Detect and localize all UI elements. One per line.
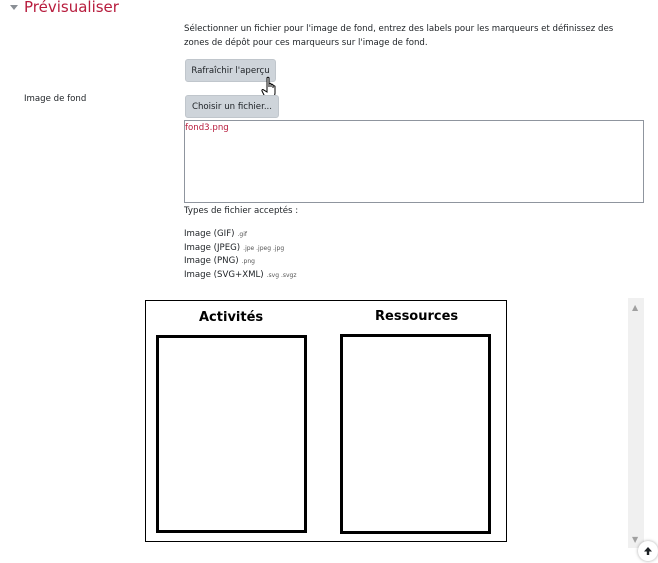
section-title: Prévisualiser bbox=[24, 0, 119, 16]
accepted-types-label: Types de fichier acceptés : bbox=[184, 206, 299, 216]
drop-zone-resources[interactable] bbox=[340, 334, 491, 534]
choose-file-button[interactable]: Choisir un fichier... bbox=[185, 95, 279, 118]
file-name-link[interactable]: fond3.png bbox=[185, 123, 229, 133]
type-extension: .jpe .jpeg .jpg bbox=[243, 244, 285, 252]
section-header[interactable] bbox=[10, 0, 119, 17]
list-item bbox=[184, 242, 296, 256]
type-name: Image (GIF) bbox=[184, 229, 235, 239]
type-name: Image (SVG+XML) bbox=[184, 269, 264, 280]
zone-title-resources: Ressources bbox=[375, 309, 459, 324]
type-name: Image (PNG) bbox=[184, 256, 239, 266]
back-to-top-button[interactable] bbox=[638, 541, 658, 561]
instructions-text: Sélectionner un fichier pour l'image de fond, entrez des labels pour les marqueurs et définissez des zones de dépôt pour ces marqueurs sur l'image de fond. bbox=[184, 24, 614, 48]
scroll-up-icon[interactable]: ▲ bbox=[632, 303, 639, 312]
list-item bbox=[184, 255, 296, 269]
type-name: Image (JPEG) bbox=[184, 242, 241, 253]
accepted-types-list bbox=[184, 228, 296, 282]
background-image-label: Image de fond bbox=[24, 94, 87, 104]
vertical-scrollbar[interactable] bbox=[628, 298, 644, 548]
caret-down-icon[interactable] bbox=[10, 5, 18, 10]
drop-zone-activities[interactable] bbox=[156, 335, 307, 533]
type-extension: .svg .svgz bbox=[266, 271, 297, 279]
type-extension: .gif bbox=[237, 231, 247, 238]
zone-title-activities: Activités bbox=[199, 310, 264, 325]
background-preview-image[interactable] bbox=[145, 300, 507, 542]
file-drop-area[interactable] bbox=[184, 120, 644, 203]
arrow-up-icon bbox=[643, 546, 653, 556]
list-item bbox=[184, 228, 296, 242]
refresh-preview-button[interactable]: Rafraîchir l'aperçu bbox=[185, 59, 276, 82]
scroll-down-icon[interactable]: ▼ bbox=[632, 535, 639, 544]
type-extension: .png bbox=[241, 258, 255, 265]
list-item bbox=[184, 269, 296, 283]
